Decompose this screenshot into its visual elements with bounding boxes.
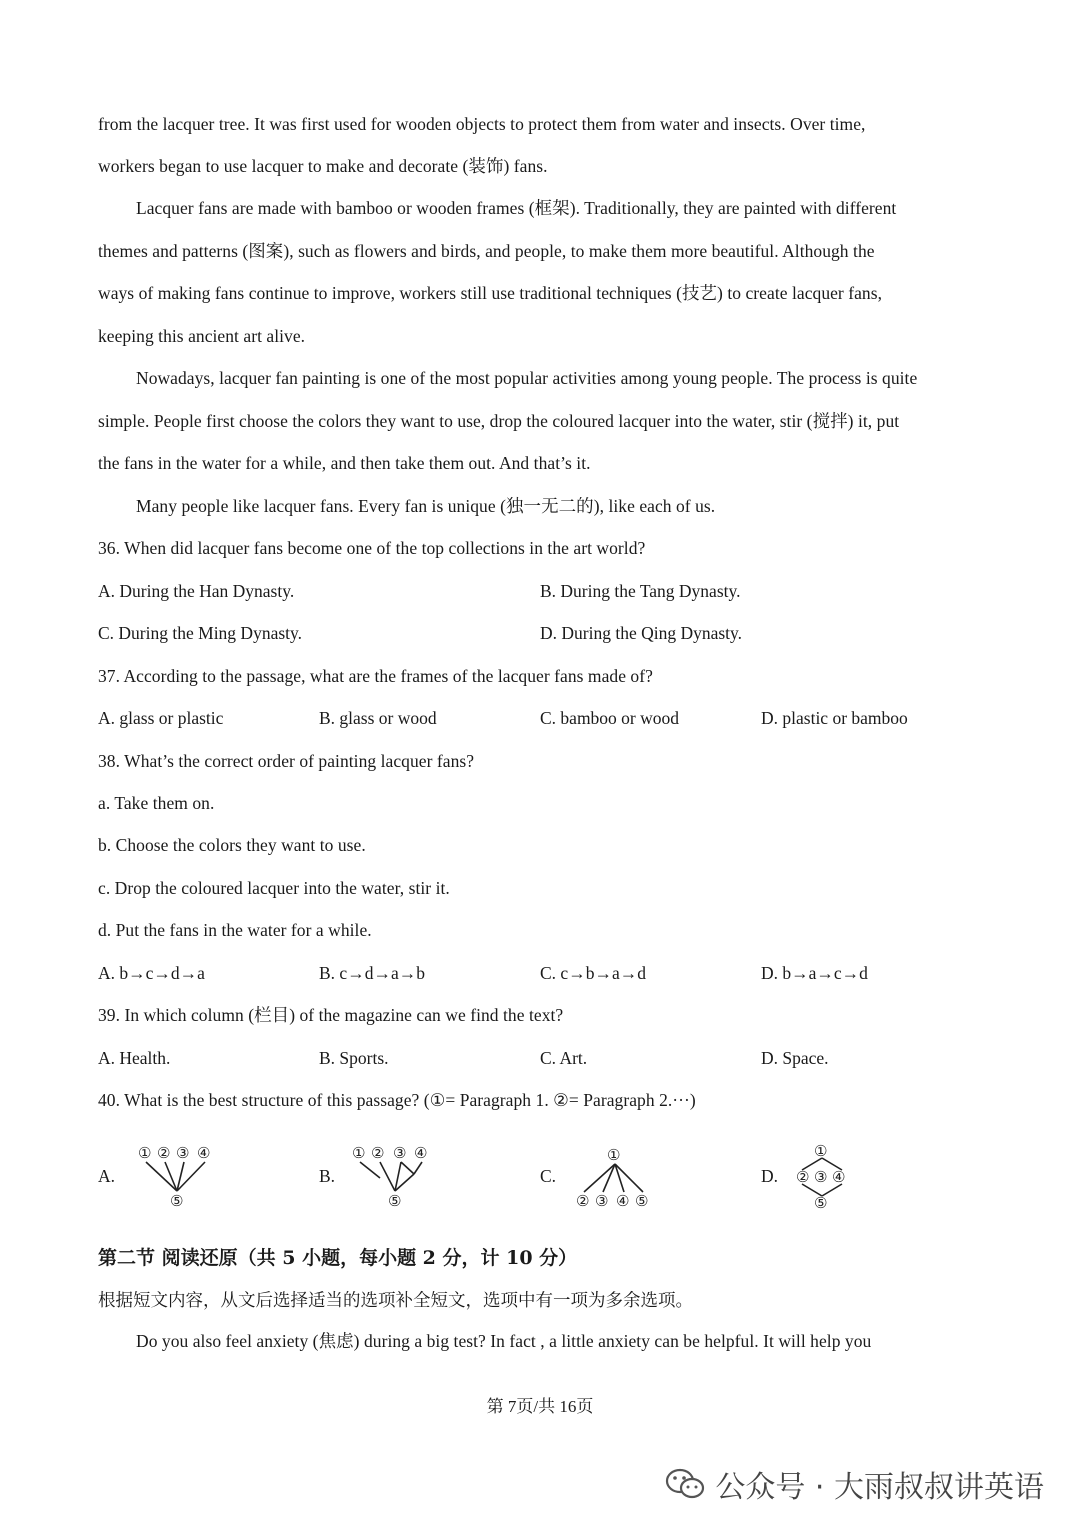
node: ① xyxy=(607,1146,621,1164)
q37-option-b[interactable]: B. glass or wood xyxy=(319,708,437,728)
q38-step: a. Take them on. xyxy=(98,793,215,813)
q40-diagram-d[interactable] xyxy=(790,1138,860,1214)
passage-line: workers began to use lacquer to make and decorate (装饰) fans. xyxy=(98,156,548,176)
question-36-stem: 36. When did lacquer fans become one of the top collections in the art world? xyxy=(98,538,646,558)
node: ③ xyxy=(814,1168,828,1186)
passage-line: simple. People first choose the colors they want to use, drop the coloured lacquer into the water, stir (搅拌) it, put xyxy=(98,411,900,431)
q39-option-d[interactable]: D. Space. xyxy=(761,1048,829,1068)
q40-diagram-b[interactable] xyxy=(350,1138,440,1214)
q36-option-c[interactable]: C. During the Ming Dynasty. xyxy=(98,623,302,643)
watermark xyxy=(665,1462,1044,1506)
q40-option-c-label[interactable]: C. xyxy=(540,1166,557,1186)
q36-option-b[interactable]: B. During the Tang Dynasty. xyxy=(540,581,741,601)
section-2-instruction: 根据短文内容，从文后选择适当的选项补全短文，选项中有一项为多余选项。 xyxy=(98,1291,693,1311)
q38-option-d[interactable]: D. b→a→c→d xyxy=(761,963,868,983)
passage-line: themes and patterns (图案), such as flowers and birds, and people, to make them more beautiful. Although the xyxy=(98,241,875,261)
q38-option-c[interactable]: C. c→b→a→d xyxy=(540,963,646,983)
passage-line: keeping this ancient art alive. xyxy=(98,326,306,346)
node: ④ xyxy=(414,1144,428,1162)
section-2-passage-line: Do you also feel anxiety (焦虑) during a big test? In fact , a little anxiety can be helpful. It will help you xyxy=(136,1331,872,1351)
q40-option-a-label[interactable]: A. xyxy=(98,1166,116,1186)
node: ⑤ xyxy=(388,1192,402,1210)
q38-option-b[interactable]: B. c→d→a→b xyxy=(319,963,425,983)
node: ④ xyxy=(197,1144,211,1162)
q38-option-a[interactable]: A. b→c→d→a xyxy=(98,963,205,983)
node: ① xyxy=(352,1144,366,1162)
watermark-text: 公众号 · 大雨叔叔讲英语 xyxy=(715,1470,1044,1505)
q39-option-b[interactable]: B. Sports. xyxy=(319,1048,389,1068)
q40-option-b-label[interactable]: B. xyxy=(319,1166,336,1186)
page-number: 第 7页/共 16页 xyxy=(486,1397,594,1416)
question-40-stem: 40. What is the best structure of this passage? (①= Paragraph 1. ②= Paragraph 2.···) xyxy=(98,1090,696,1110)
passage-line: the fans in the water for a while, and then take them out. And that’s it. xyxy=(98,453,591,473)
node: ③ xyxy=(176,1144,190,1162)
wechat-icon xyxy=(665,1467,705,1501)
node: ⑤ xyxy=(814,1194,828,1212)
passage-line: from the lacquer tree. It was first used for wooden objects to protect them from water and insects. Over time, xyxy=(98,114,866,134)
q36-option-d[interactable]: D. During the Qing Dynasty. xyxy=(540,623,743,643)
q40-option-d-label[interactable]: D. xyxy=(761,1166,779,1186)
node: ② xyxy=(157,1144,171,1162)
question-38-stem: 38. What’s the correct order of painting lacquer fans? xyxy=(98,751,475,771)
section-2-title: 第二节 阅读还原（共 5 小题，每小题 2 分，计 10 分） xyxy=(98,1247,578,1269)
passage-line: Lacquer fans are made with bamboo or wooden frames (框架). Traditionally, they are painted with different xyxy=(136,198,897,218)
q39-option-c[interactable]: C. Art. xyxy=(540,1048,588,1068)
node: ③ xyxy=(393,1144,407,1162)
node: ④ xyxy=(832,1168,846,1186)
node: ⑤ xyxy=(170,1192,184,1210)
node: ③ xyxy=(595,1192,609,1210)
q40-diagram-c[interactable] xyxy=(572,1138,662,1214)
passage-line: ways of making fans continue to improve, workers still use traditional techniques (技艺) to create lacquer fans, xyxy=(98,283,883,303)
passage-line: Many people like lacquer fans. Every fan is unique (独一无二的), like each of us. xyxy=(136,496,716,516)
node: ④ xyxy=(616,1192,630,1210)
q39-option-a[interactable]: A. Health. xyxy=(98,1048,171,1068)
q38-step: b. Choose the colors they want to use. xyxy=(98,835,366,855)
q36-option-a[interactable]: A. During the Han Dynasty. xyxy=(98,581,295,601)
node: ① xyxy=(814,1142,828,1160)
q40-diagram-a[interactable] xyxy=(136,1138,226,1214)
q37-option-c[interactable]: C. bamboo or wood xyxy=(540,708,680,728)
q38-step: d. Put the fans in the water for a while. xyxy=(98,920,372,940)
node: ② xyxy=(371,1144,385,1162)
node: ② xyxy=(576,1192,590,1210)
q37-option-d[interactable]: D. plastic or bamboo xyxy=(761,708,908,728)
node: ① xyxy=(138,1144,152,1162)
q37-option-a[interactable]: A. glass or plastic xyxy=(98,708,224,728)
question-39-stem: 39. In which column (栏目) of the magazine can we find the text? xyxy=(98,1005,564,1025)
node: ⑤ xyxy=(635,1192,649,1210)
node: ② xyxy=(796,1168,810,1186)
passage-line: Nowadays, lacquer fan painting is one of the most popular activities among young people. The process is quite xyxy=(136,368,918,388)
q38-step: c. Drop the coloured lacquer into the water, stir it. xyxy=(98,878,450,898)
question-37-stem: 37. According to the passage, what are the frames of the lacquer fans made of? xyxy=(98,666,653,686)
